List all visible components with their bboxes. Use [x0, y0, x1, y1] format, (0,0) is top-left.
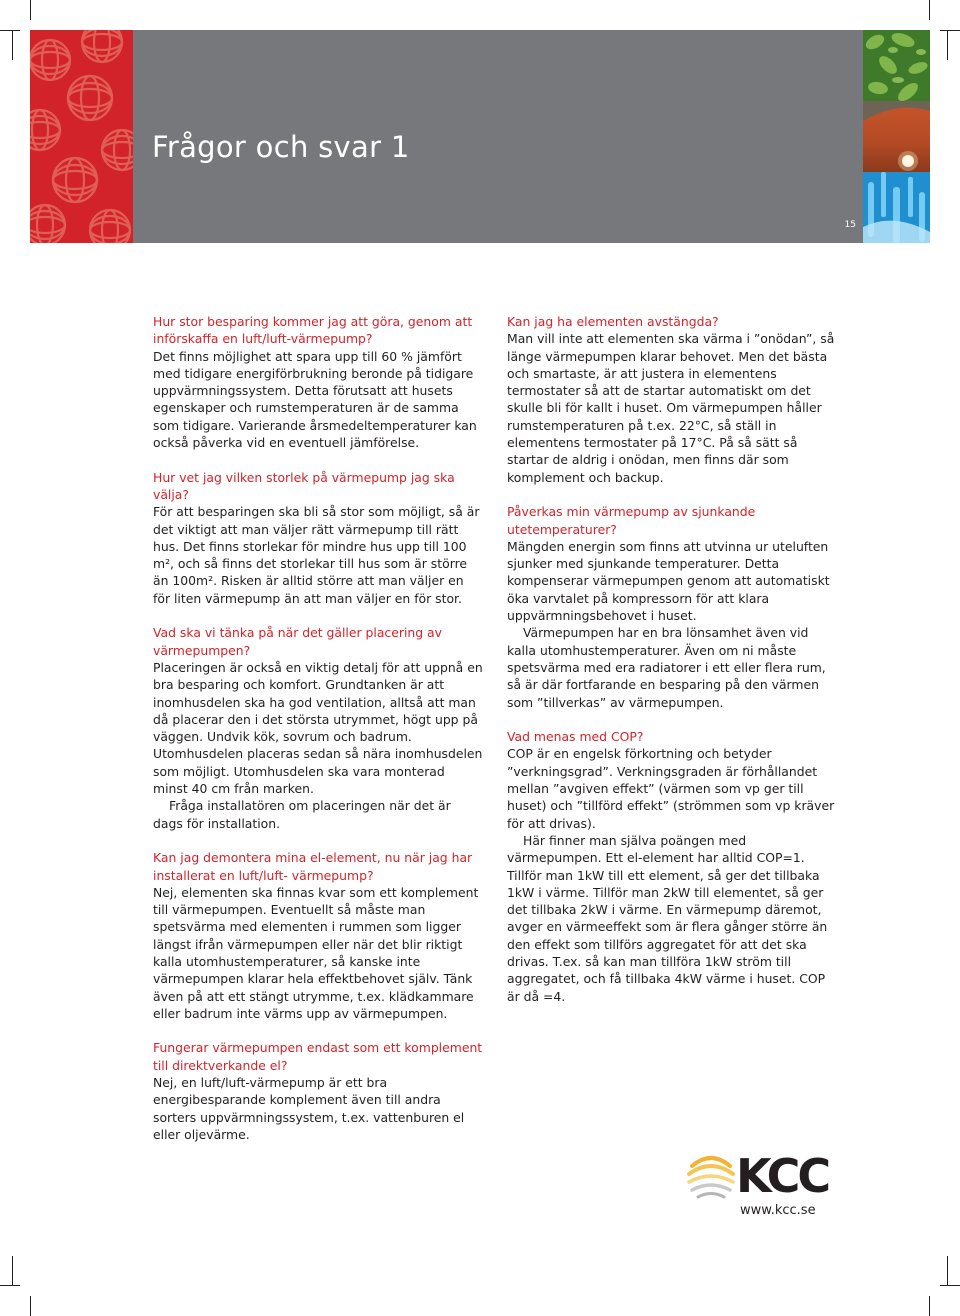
registration-mark: [12, 30, 13, 60]
qa-savings: [153, 313, 483, 451]
qa-outdoor-temperature: [507, 503, 837, 711]
answer-paragraph: För att besparingen ska bli så stor som möjligt, så är det viktigt att man väljer rätt värmepump till rätt hus. Det finns storlekar för mindre hus upp till 100 m², och så finns det storlekar till hus som är större än 100m². Risken är alltid större att man väljer en för liten värmepump än att man väljer en för stor.: [153, 504, 480, 606]
page-number: 15: [844, 220, 856, 230]
answer-paragraph: Nej, elementen ska finnas kvar som ett komplement till värmepumpen. Eventuellt så måste man spetsvärma med elementen i rummen som ligger längst ifrån värmepumpen eller när det blir riktigt kalla utomhustemperaturer, så kanske inte värmepumpen klarar hela effektbehovet själv. Tänk även på att ett stängt utrymme, t.ex. klädkammare eller badrum inte värms upp av värmepumpen.: [153, 884, 479, 1021]
crop-mark: [929, 0, 930, 20]
registration-mark: [12, 1256, 13, 1286]
answer-paragraph: Mängden energin som finns att utvinna ur uteluften sjunker med sjunkande temperaturer. Detta kompenserar värmepumpen genom att automatiskt öka varvtalet på kompressorn för att klara uppvärmningsbehovet i huset.: [507, 538, 830, 624]
question-heading: Vad menas med COP?: [507, 729, 644, 745]
question-heading: Kan jag ha elementen avstängda?: [507, 314, 719, 329]
answer-paragraph: Här finner man själva poängen med värmepumpen. Ett el-element har alltid COP=1. Tillför man 1kW till ett element, så ger det tillbaka 1kW i värme. Tillför man 2kW till elementet, så ger det tillbaka 2kW i värme. En värmepump däremot, avger en värmeeffekt som är flera gånger större än den effekt som tillförs aggregatet för att det ska drivas. T.ex. så kan man tillföra 1kW ström till aggregatet, och få tillbaka 4kW värme i huset. COP är då =4.: [507, 832, 828, 1004]
logo-globe-icon: [686, 1148, 736, 1204]
page-title: Frågor och svar 1: [152, 130, 410, 164]
sunset-photo: [863, 101, 930, 172]
crop-mark: [0, 30, 20, 31]
qa-placement: [153, 624, 483, 832]
answer-paragraph: Man vill inte att elementen ska värma i ”onödan”, så länge värmepumpen klarar behovet. Men det bästa och smartaste, är att justera in elementens termostater så att de startar automatiskt om det skulle bli för kallt i huset. Om värmepumpen håller rumstemperaturen på t.ex. 22°C, så ställ in elementens termostater på 17°C. På så sätt så startar de aldrig i onödan, men finns där som komplement och backup.: [507, 331, 835, 485]
question-heading: Hur vet jag vilken storlek på värmepump jag ska välja?: [153, 469, 455, 502]
crop-mark: [30, 1296, 31, 1316]
question-heading: Vad ska vi tänka på när det gäller placering av värmepumpen?: [153, 625, 442, 658]
crop-mark: [30, 0, 31, 20]
ice-photo: [863, 172, 930, 243]
qa-remove-elements: [153, 849, 483, 1022]
right-column: [507, 313, 837, 1022]
answer-paragraph: Fråga installatören om placeringen när det är dags för installation.: [153, 798, 451, 831]
question-heading: Kan jag demontera mina el-element, nu när jag har installerat en luft/luft- värmepump?: [153, 850, 473, 883]
kcc-logo: [686, 1148, 836, 1204]
answer-paragraph: Värmepumpen har en bra lönsamhet även vid kalla utomhustemperaturer. Även om ni måste spetsvärma med era radiatorer i ett eller flera rum, så är där fortfarande en besparing på den värmen som ”tillverkas” av värmepumpen.: [507, 625, 826, 710]
qa-complement: [153, 1039, 483, 1143]
answer-paragraph: Det finns möjlighet att spara upp till 60 % jämfört med tidigare energiförbrukning beronde på tidigare uppvärmningssystem. Detta förutsatt att husets egenskaper och rumstemperaturen är de samma som tidigare. Varierande årsmedeltemperaturer kan också påverka vid en eventuell jämförelse.: [153, 348, 477, 451]
crop-mark: [940, 30, 960, 31]
photo-strip: [863, 30, 930, 243]
qa-elements-off: [507, 313, 837, 486]
swirl-pattern-icon: [30, 30, 133, 243]
registration-mark: [947, 1256, 948, 1286]
question-heading: Påverkas min värmepump av sjunkande utetemperaturer?: [507, 504, 756, 537]
answer-paragraph: COP är en engelsk förkortning och betyder ”verkningsgrad”. Verkningsgraden är förhållandet mellan ”avgiven effekt” (värmen som vp ger till huset) och ”tillförd effekt” (strömmen som vp kräver för att drivas).: [507, 746, 835, 831]
question-heading: Fungerar värmepumpen endast som ett komplement till direktverkande el?: [153, 1040, 483, 1073]
crop-mark: [0, 1285, 20, 1286]
qa-cop: [507, 728, 837, 1005]
question-heading: Hur stor besparing kommer jag att göra, genom att införskaffa en luft/luft-värmepump?: [153, 314, 473, 347]
answer-paragraph: Nej, en luft/luft-värmepump är ett bra energibesparande komplement även till andra sorters uppvärmningssystem, t.ex. vattenburen el eller oljevärme.: [153, 1075, 465, 1142]
title-panel: [133, 30, 863, 243]
leaves-photo: [863, 30, 930, 101]
registration-mark: [947, 30, 948, 60]
decorative-pattern-panel: [30, 30, 133, 243]
header-band: [30, 30, 930, 243]
logo-wordmark: KCC: [736, 1149, 829, 1203]
crop-mark: [929, 1296, 930, 1316]
left-column: [153, 313, 483, 1161]
crop-mark: [940, 1285, 960, 1286]
website-link[interactable]: www.kcc.se: [740, 1203, 816, 1218]
qa-size: [153, 469, 483, 607]
answer-paragraph: Placeringen är också en viktig detalj för att uppnå en bra besparing och komfort. Grundtanken är att inomhusdelen ska ha god ventilation, alltså att man då placerar den i det största utrymmet, högt upp på väggen. Undvik kök, sovrum och badrum. Utomhusdelen placeras sedan så nära inomhusdelen som möjligt. Utomhusdelen ska vara monterad minst 40 cm från marken.: [153, 659, 483, 797]
